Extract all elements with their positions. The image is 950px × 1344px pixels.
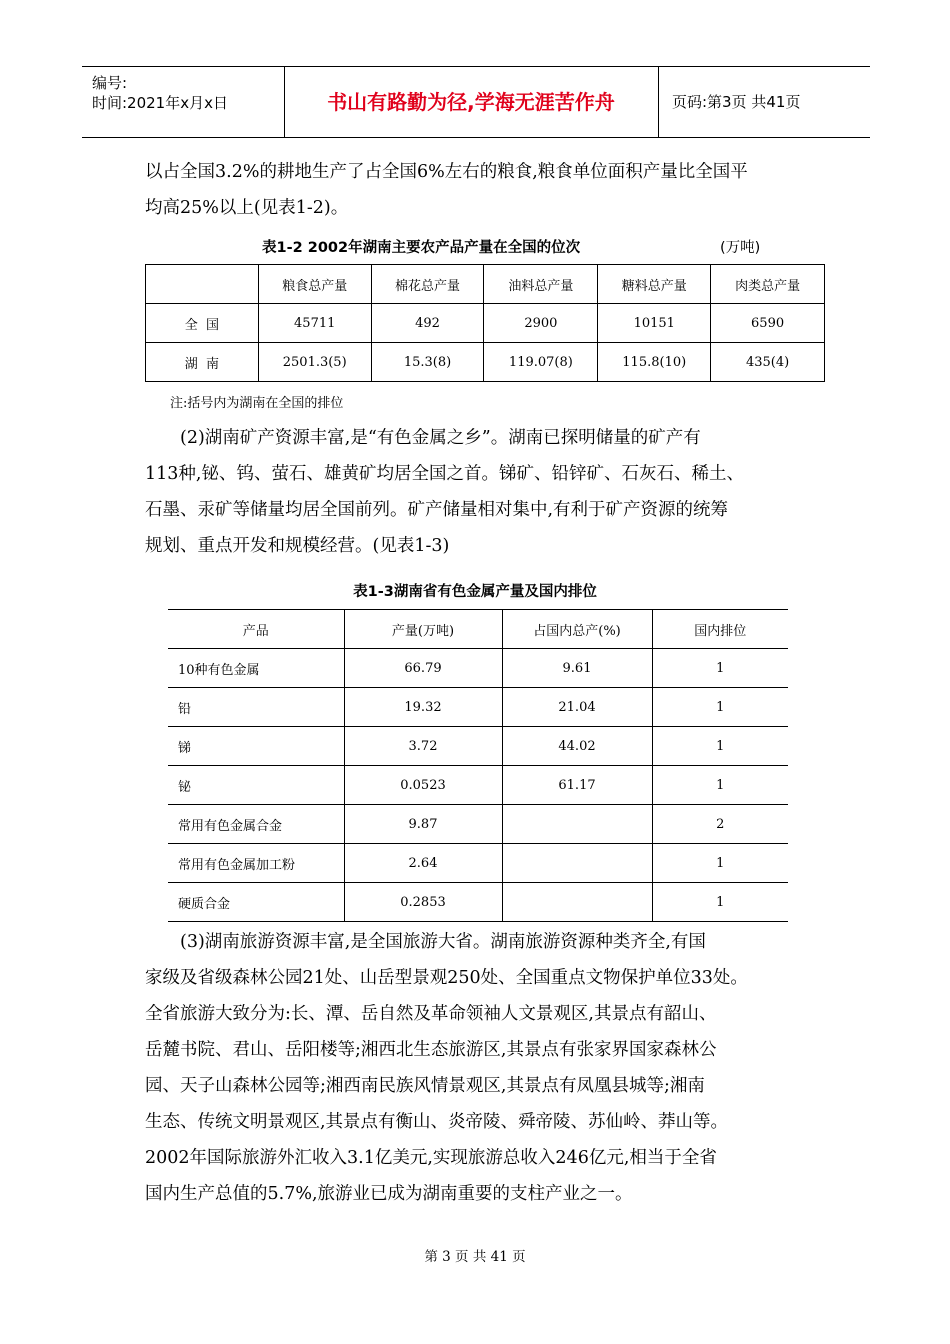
rank-cell: 2	[652, 805, 788, 844]
text-line: 岳麓书院、君山、岳阳楼等;湘西北生态旅游区,其景点有张家界国家森林公	[145, 1040, 717, 1060]
text-line: 生态、传统文明景观区,其景点有衡山、炎帝陵、舜帝陵、苏仙岭、莽山等。	[145, 1112, 729, 1132]
share-cell: 61.17	[502, 766, 652, 805]
table-cell: 10151	[598, 304, 711, 343]
table-1-2-unit: (万吨)	[720, 240, 761, 256]
table-row	[168, 688, 788, 727]
output-cell: 3.72	[344, 727, 502, 766]
table-cell: 115.8(10)	[598, 343, 711, 382]
header-cell: 产品	[168, 610, 344, 649]
share-cell	[502, 883, 652, 922]
header-cell: 棉花总产量	[371, 265, 484, 304]
table-cell: 45711	[258, 304, 371, 343]
page-header	[82, 66, 870, 138]
row-label-cell: 湖 南	[146, 343, 259, 382]
text-line: 规划、重点开发和规模经营。(见表1-3)	[145, 536, 450, 556]
table-row	[146, 304, 825, 343]
table-row	[168, 805, 788, 844]
product-cell: 常用有色金属加工粉	[168, 844, 344, 883]
table-cell: 2501.3(5)	[258, 343, 371, 382]
text-line: 113种,铋、钨、萤石、雄黄矿均居全国之首。锑矿、铅锌矿、石灰石、稀土、	[145, 464, 744, 484]
text-line: 园、天子山森林公园等;湘西南民族风情景观区,其景点有凤凰县城等;湘南	[145, 1076, 705, 1096]
rank-cell: 1	[652, 727, 788, 766]
document-number: 编号:	[92, 74, 128, 92]
output-cell: 9.87	[344, 805, 502, 844]
rank-cell: 1	[652, 883, 788, 922]
table-header-row	[146, 265, 825, 304]
header-motto: 书山有路勤为径,学海无涯苦作舟	[327, 90, 615, 114]
header-divider	[658, 67, 659, 137]
text-line: 石墨、汞矿等储量均居全国前列。矿产储量相对集中,有利于矿产资源的统筹	[145, 500, 729, 520]
table-1-2	[145, 264, 825, 382]
tourism-paragraph	[145, 924, 825, 1212]
header-cell: 产量(万吨)	[344, 610, 502, 649]
table-cell: 492	[371, 304, 484, 343]
table-row	[168, 727, 788, 766]
product-cell: 硬质合金	[168, 883, 344, 922]
table-row	[146, 343, 825, 382]
share-cell	[502, 805, 652, 844]
share-cell	[502, 844, 652, 883]
header-cell: 油料总产量	[484, 265, 598, 304]
header-cell: 粮食总产量	[258, 265, 371, 304]
table-header-row	[168, 610, 788, 649]
table-row	[168, 766, 788, 805]
table-1-3-caption: 表1-3湖南省有色金属产量及国内排位	[353, 584, 597, 600]
mineral-paragraph	[145, 420, 825, 564]
product-cell: 铅	[168, 688, 344, 727]
header-page-number: 页码:第3页 共41页	[672, 93, 801, 111]
table-row	[168, 649, 788, 688]
product-cell: 10种有色金属	[168, 649, 344, 688]
text-line: 全省旅游大致分为:长、潭、岳自然及革命领袖人文景观区,其景点有韶山、	[145, 1004, 717, 1024]
table-1-3	[168, 609, 788, 922]
output-cell: 0.0523	[344, 766, 502, 805]
table-cell: 15.3(8)	[371, 343, 484, 382]
text-line: 国内生产总值的5.7%,旅游业已成为湖南重要的支柱产业之一。	[145, 1184, 633, 1204]
header-cell: 糖料总产量	[598, 265, 711, 304]
header-cell	[146, 265, 259, 304]
output-cell: 2.64	[344, 844, 502, 883]
row-label-cell: 全 国	[146, 304, 259, 343]
share-cell: 21.04	[502, 688, 652, 727]
rank-cell: 1	[652, 844, 788, 883]
table-row	[168, 883, 788, 922]
output-cell: 66.79	[344, 649, 502, 688]
header-cell: 占国内总产(%)	[502, 610, 652, 649]
output-cell: 19.32	[344, 688, 502, 727]
text-line: 家级及省级森林公园21处、山岳型景观250处、全国重点文物保护单位33处。	[145, 968, 748, 988]
product-cell: 常用有色金属合金	[168, 805, 344, 844]
rank-cell: 1	[652, 649, 788, 688]
share-cell: 9.61	[502, 649, 652, 688]
text-line: 2002年国际旅游外汇收入3.1亿美元,实现旅游总收入246亿元,相当于全省	[145, 1148, 717, 1168]
share-cell: 44.02	[502, 727, 652, 766]
table-cell: 435(4)	[711, 343, 825, 382]
product-cell: 铋	[168, 766, 344, 805]
product-cell: 锑	[168, 727, 344, 766]
table-cell: 119.07(8)	[484, 343, 598, 382]
table-cell: 6590	[711, 304, 825, 343]
text-line: (2)湖南矿产资源丰富,是“有色金属之乡”。湖南已探明储量的矿产有	[180, 428, 701, 448]
document-time: 时间:2021年x月x日	[92, 94, 228, 112]
header-cell: 国内排位	[652, 610, 788, 649]
intro-paragraph	[145, 154, 825, 226]
rank-cell: 1	[652, 766, 788, 805]
table-cell: 2900	[484, 304, 598, 343]
table-1-2-note: 注:括号内为湖南在全国的排位	[170, 396, 344, 411]
table-1-2-caption: 表1-2 2002年湖南主要农产品产量在全国的位次	[262, 240, 581, 256]
text-line: 以占全国3.2%的耕地生产了占全国6%左右的粮食,粮食单位面积产量比全国平	[145, 162, 748, 182]
rank-cell: 1	[652, 688, 788, 727]
header-cell: 肉类总产量	[711, 265, 825, 304]
header-meta	[92, 73, 228, 113]
page-footer: 第 3 页 共 41 页	[424, 1249, 526, 1265]
output-cell: 0.2853	[344, 883, 502, 922]
text-line: (3)湖南旅游资源丰富,是全国旅游大省。湖南旅游资源种类齐全,有国	[180, 932, 706, 952]
table-row	[168, 844, 788, 883]
text-line: 均高25%以上(见表1-2)。	[145, 198, 349, 218]
